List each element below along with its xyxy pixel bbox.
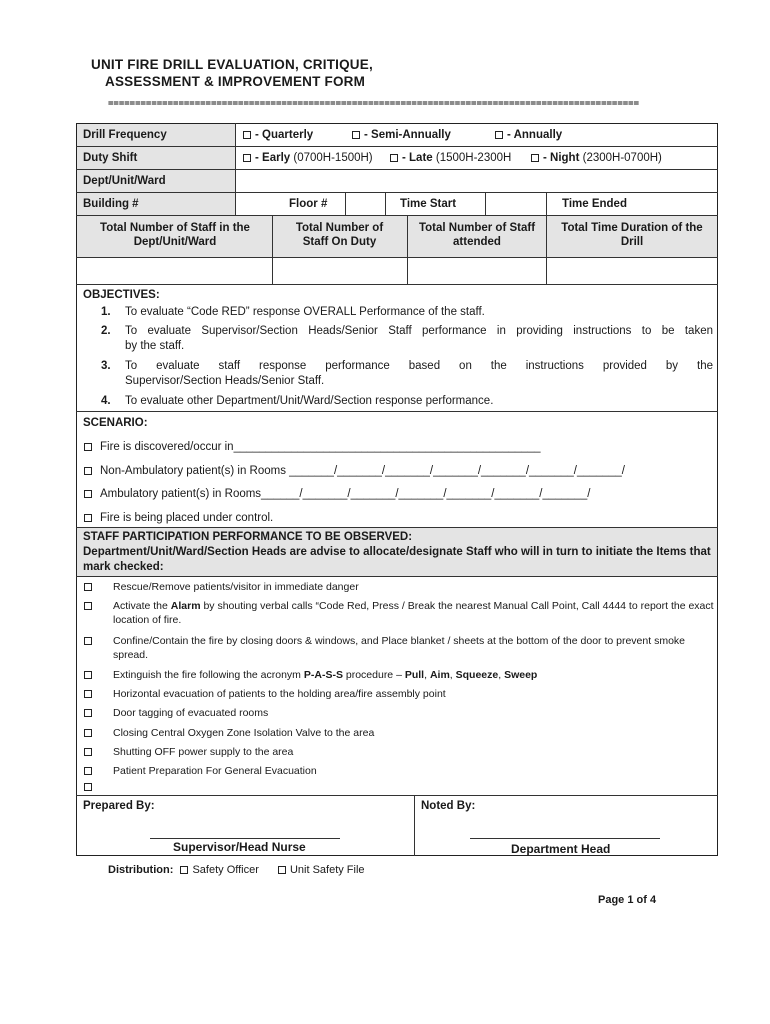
drill-duration-header: Total Time Duration of the Drill xyxy=(561,222,703,248)
objective-item xyxy=(101,305,713,320)
action-text: Extinguish the fire following the acronym xyxy=(113,669,304,681)
rule xyxy=(76,284,718,285)
form-title xyxy=(91,56,373,90)
form-title-line1: UNIT FIRE DRILL EVALUATION, CRITIQUE, xyxy=(91,57,373,72)
checkbox[interactable] xyxy=(243,131,251,139)
checkbox[interactable] xyxy=(243,154,251,162)
objectives-heading: OBJECTIVES: xyxy=(83,289,160,301)
freq-annually-option[interactable] xyxy=(495,128,562,142)
page-number: Page 1 of 4 xyxy=(598,894,657,906)
rule xyxy=(546,192,547,284)
scenario-ambulatory[interactable] xyxy=(84,487,590,501)
checkbox[interactable] xyxy=(84,767,92,775)
separator: , xyxy=(449,669,456,681)
checkbox[interactable] xyxy=(84,729,92,737)
scenario-heading: SCENARIO: xyxy=(83,417,148,429)
objective-text-continued: by the staff. xyxy=(125,340,185,352)
objective-number: 4. xyxy=(101,395,111,407)
shift-early-label: - Early xyxy=(255,152,291,164)
action-horizontal-evacuation[interactable] xyxy=(84,687,714,701)
shift-late-option[interactable] xyxy=(390,151,511,165)
checkbox[interactable] xyxy=(84,583,92,591)
action-text: Shutting OFF power supply to the area xyxy=(113,746,294,758)
action-power-off[interactable] xyxy=(84,745,714,759)
department-head-caption: Department Head xyxy=(511,842,611,856)
rule xyxy=(414,795,415,856)
scenario-text: Ambulatory patient(s) in Rooms______/_______/_______/_______/_______/_______/_______/ xyxy=(100,488,591,500)
checkbox[interactable] xyxy=(84,637,92,645)
action-text: by shouting verbal calls “Code Red, Press / Break the nearest Manual Call Point, Call 4444 to report the exact location of fire. xyxy=(113,600,714,626)
building-label: Building # xyxy=(83,198,139,210)
distribution-label: Distribution: xyxy=(108,864,174,876)
rule xyxy=(76,527,718,528)
action-extinguish[interactable] xyxy=(84,668,714,682)
checkbox[interactable] xyxy=(84,709,92,717)
staff-duty-header: Total Number of Staff On Duty xyxy=(295,222,384,248)
action-text: Patient Preparation For General Evacuation xyxy=(113,765,317,777)
prepared-by-label: Prepared By: xyxy=(83,800,155,812)
time-ended-label: Time Ended xyxy=(562,198,627,210)
rule xyxy=(76,215,718,216)
action-rescue[interactable] xyxy=(84,580,714,594)
objective-number: 2. xyxy=(101,325,111,337)
action-text: Horizontal evacuation of patients to the holding area/fire assembly point xyxy=(113,688,446,700)
supervisor-caption: Supervisor/Head Nurse xyxy=(173,840,306,854)
rule xyxy=(76,795,718,796)
action-confine[interactable] xyxy=(84,634,714,662)
checkbox[interactable] xyxy=(84,748,92,756)
action-text: Activate the xyxy=(113,600,171,612)
objective-text: To evaluate Supervisor/Section Heads/Senior Staff performance in providing instructions to be taken xyxy=(125,325,713,337)
checkbox[interactable] xyxy=(84,602,92,610)
rule xyxy=(76,169,718,170)
rule xyxy=(272,215,273,284)
rule xyxy=(76,576,718,577)
shift-late-time: (1500H-2300H xyxy=(435,152,512,164)
shift-early-option[interactable] xyxy=(243,151,373,165)
checkbox[interactable] xyxy=(84,514,92,522)
freq-quarterly-label: - Quarterly xyxy=(255,129,314,141)
staff-participation-subheading: Department/Unit/Ward/Section Heads are advise to allocate/designate Staff who will in turn to initiate the Items that mark checked: xyxy=(83,546,711,573)
freq-semi-label: - Semi-Annually xyxy=(364,129,451,141)
shift-night-time: (2300H-0700H) xyxy=(582,152,662,164)
objective-item xyxy=(101,324,713,354)
distribution-safety-officer: Safety Officer xyxy=(192,864,259,876)
rule xyxy=(485,192,486,215)
rule xyxy=(345,192,346,215)
scenario-text: Fire is discovered/occur in________________________________________________ xyxy=(100,441,541,453)
checkbox[interactable] xyxy=(84,671,92,679)
objective-text: To evaluate “Code RED” response OVERALL Performance of the staff. xyxy=(125,306,485,318)
checkbox[interactable] xyxy=(84,783,92,791)
distribution-unit-file: Unit Safety File xyxy=(289,864,365,876)
action-alarm[interactable] xyxy=(84,599,714,627)
checkbox[interactable] xyxy=(84,690,92,698)
objective-item xyxy=(101,359,713,389)
pass-acronym: P-A-S-S xyxy=(303,669,343,681)
rule xyxy=(76,411,718,412)
shift-late-label: - Late xyxy=(402,152,433,164)
time-start-label: Time Start xyxy=(400,198,457,210)
shift-night-label: - Night xyxy=(543,152,580,164)
scenario-under-control[interactable] xyxy=(84,511,273,525)
checkbox[interactable] xyxy=(180,866,188,874)
title-separator: ================================================================================================== xyxy=(108,100,640,108)
staff-participation-heading: STAFF PARTICIPATION PERFORMANCE TO BE OBSERVED: xyxy=(83,531,413,543)
floor-label: Floor # xyxy=(289,198,328,210)
checkbox[interactable] xyxy=(84,467,92,475)
checkbox[interactable] xyxy=(495,131,503,139)
freq-annually-label: - Annually xyxy=(507,129,563,141)
action-text: Closing Central Oxygen Zone Isolation Valve to the area xyxy=(113,727,375,739)
action-text: Rescue/Remove patients/visitor in immediate danger xyxy=(113,581,359,593)
objective-text: To evaluate staff response performance based on the instructions provided by the xyxy=(125,360,713,372)
action-door-tagging[interactable] xyxy=(84,706,714,720)
drill-frequency-label: Drill Frequency xyxy=(83,129,167,141)
action-general-evacuation[interactable] xyxy=(84,764,714,778)
separator: , xyxy=(424,669,430,681)
rule xyxy=(76,192,718,193)
action-oxygen-valve[interactable] xyxy=(84,726,714,740)
objective-item xyxy=(101,394,713,409)
checkbox[interactable] xyxy=(84,490,92,498)
staff-attended-header: Total Number of Staff attended xyxy=(418,222,536,248)
pass-pull: Pull xyxy=(404,669,425,681)
rule xyxy=(76,257,718,258)
action-text: Door tagging of evacuated rooms xyxy=(113,707,269,719)
checkbox[interactable] xyxy=(531,154,539,162)
staff-dept-header: Total Number of Staff in the Dept/Unit/Ward xyxy=(100,222,250,248)
rule xyxy=(407,215,408,284)
shift-early-time: (0700H-1500H) xyxy=(293,152,373,164)
noted-by-label: Noted By: xyxy=(421,800,476,812)
shift-night-option[interactable] xyxy=(531,151,662,165)
department-head-signature-line[interactable] xyxy=(470,838,660,839)
freq-quarterly-option[interactable] xyxy=(243,128,313,142)
action-text: Confine/Contain the fire by closing doors & windows, and Place blanket / sheets at the bottom of the door to prevent smoke spread. xyxy=(113,635,685,661)
objective-number: 3. xyxy=(101,360,111,372)
rule xyxy=(235,123,236,215)
objective-text-continued: Supervisor/Section Heads/Senior Staff. xyxy=(125,375,325,387)
separator: , xyxy=(498,669,505,681)
action-text: procedure – xyxy=(342,669,405,681)
objective-number: 1. xyxy=(101,306,111,318)
rule xyxy=(76,146,718,147)
freq-semi-annually-option[interactable] xyxy=(352,128,451,142)
pass-sweep: Sweep xyxy=(504,669,538,681)
checkbox[interactable] xyxy=(390,154,398,162)
pass-aim: Aim xyxy=(429,669,450,681)
pass-squeeze: Squeeze xyxy=(455,669,499,681)
duty-shift-label: Duty Shift xyxy=(83,152,138,164)
action-text-bold: Alarm xyxy=(170,600,201,612)
checkbox[interactable] xyxy=(352,131,360,139)
scenario-text: Fire is being placed under control. xyxy=(100,512,274,524)
scenario-non-ambulatory[interactable] xyxy=(84,464,625,478)
rule xyxy=(385,192,386,215)
form-title-line2: ASSESSMENT & IMPROVEMENT FORM xyxy=(105,74,366,89)
supervisor-signature-line[interactable] xyxy=(150,838,340,839)
objective-text: To evaluate other Department/Unit/Ward/Section response performance. xyxy=(125,395,494,407)
checkbox[interactable] xyxy=(278,866,286,874)
checkbox[interactable] xyxy=(84,443,92,451)
distribution-row xyxy=(108,864,365,876)
dept-unit-ward-label: Dept/Unit/Ward xyxy=(83,175,166,187)
scenario-text: Non-Ambulatory patient(s) in Rooms _______/_______/_______/_______/_______/_______/_______/ xyxy=(100,465,625,477)
scenario-fire-discovered[interactable] xyxy=(84,440,541,454)
